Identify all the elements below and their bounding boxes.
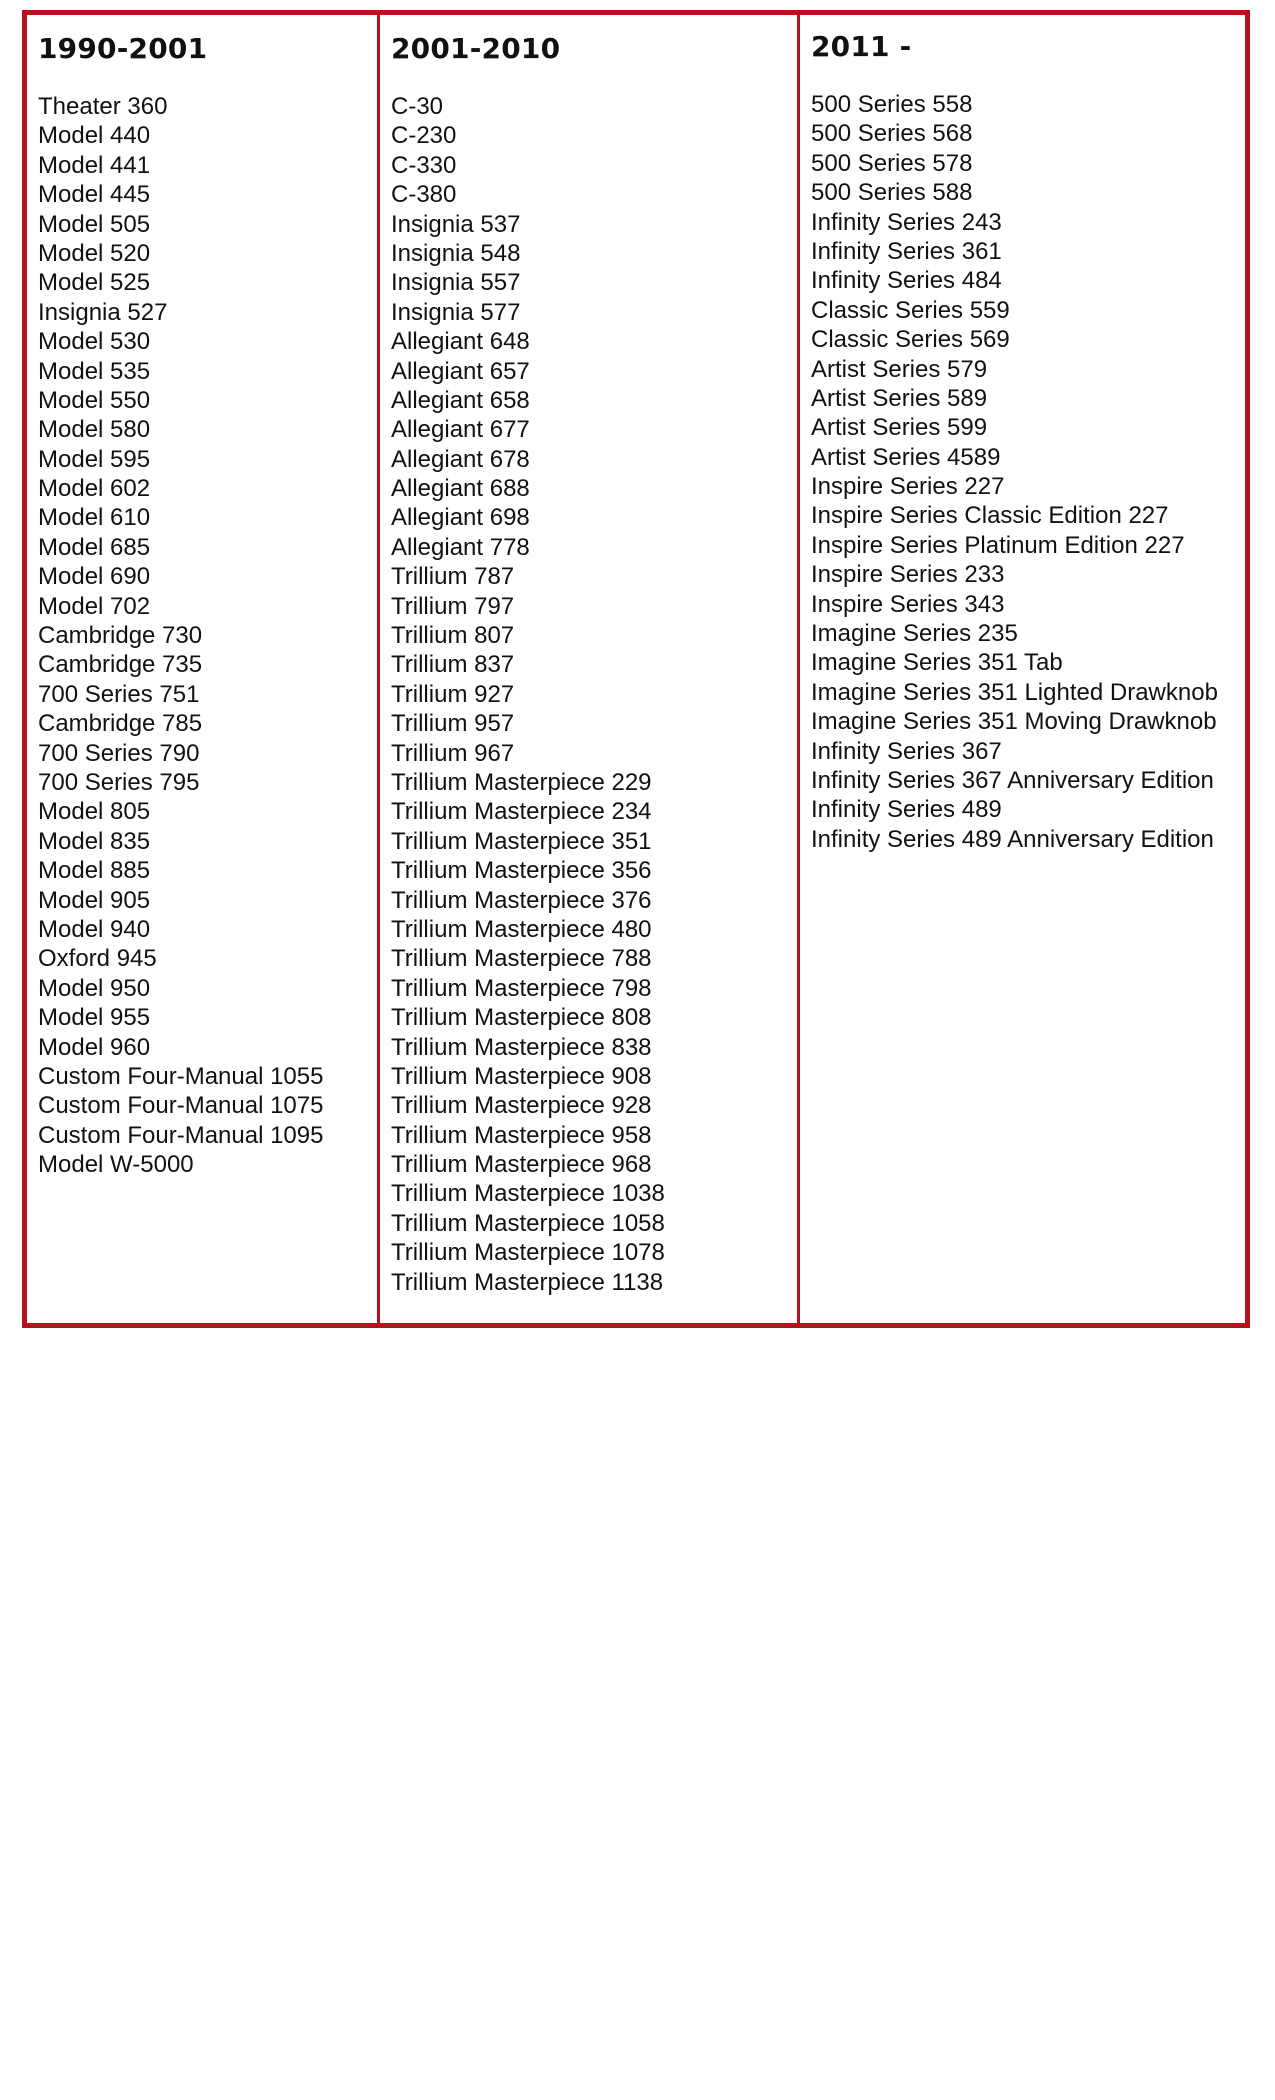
- model-list: [38, 92, 377, 1179]
- model-list-item: Trillium Masterpiece 798: [391, 974, 652, 1002]
- model-list-item: Model 535: [38, 357, 151, 385]
- model-list: [811, 90, 1245, 854]
- model-list-item: Insignia 557: [391, 269, 521, 297]
- model-list-item: Trillium Masterpiece 788: [391, 945, 652, 973]
- model-list-item: Infinity Series 484: [811, 267, 1002, 295]
- model-list-item: Model 595: [38, 445, 151, 473]
- model-list-item: 700 Series 751: [38, 680, 200, 708]
- model-list-item: Allegiant 698: [391, 504, 530, 532]
- model-list-item: Trillium 807: [391, 622, 515, 650]
- model-list-item: Trillium Masterpiece 908: [391, 1062, 652, 1090]
- model-list-item: Classic Series 569: [811, 326, 1010, 354]
- model-list-item: Trillium Masterpiece 376: [391, 886, 652, 914]
- model-list-item: C-330: [391, 151, 457, 179]
- model-list-item: Custom Four-Manual 1075: [38, 1092, 324, 1120]
- model-list-item: Inspire Series Classic Edition 227: [811, 502, 1169, 530]
- model-list-item: Trillium 797: [391, 592, 515, 620]
- model-list-item: Cambridge 735: [38, 651, 203, 679]
- model-list-item: Allegiant 678: [391, 445, 530, 473]
- model-list-item: Model 610: [38, 504, 151, 532]
- model-list-item: C-380: [391, 181, 457, 209]
- model-list-item: Trillium Masterpiece 928: [391, 1092, 652, 1120]
- model-list-item: 500 Series 568: [811, 120, 973, 148]
- model-list-item: Trillium Masterpiece 1058: [391, 1209, 665, 1237]
- model-list-item: Trillium Masterpiece 1078: [391, 1239, 665, 1267]
- model-list-item: Insignia 537: [391, 210, 521, 238]
- model-list-item: Trillium Masterpiece 1038: [391, 1180, 665, 1208]
- model-list-item: Trillium Masterpiece 968: [391, 1151, 652, 1179]
- model-list-item: Inspire Series 233: [811, 561, 1005, 589]
- model-list-item: Model 440: [38, 122, 151, 150]
- model-list-item: Infinity Series 361: [811, 237, 1002, 265]
- model-list-item: 500 Series 578: [811, 149, 973, 177]
- model-list-item: Trillium 957: [391, 710, 515, 738]
- model-list-item: Model 885: [38, 857, 151, 885]
- model-list-item: Allegiant 778: [391, 533, 530, 561]
- model-list-item: Trillium Masterpiece 356: [391, 857, 652, 885]
- model-list-item: Trillium Masterpiece 1138: [391, 1268, 664, 1296]
- model-list-item: Infinity Series 367: [811, 737, 1002, 765]
- model-list-item: Custom Four-Manual 1055: [38, 1062, 324, 1090]
- model-list-item: Trillium 837: [391, 651, 515, 679]
- model-list-item: Insignia 548: [391, 239, 521, 267]
- model-list-item: Model 950: [38, 974, 151, 1002]
- model-list: [391, 92, 797, 1297]
- model-list-item: Model 940: [38, 915, 151, 943]
- model-list-item: Trillium 967: [391, 739, 515, 767]
- model-list-item: Trillium Masterpiece 229: [391, 768, 652, 796]
- model-list-item: Classic Series 559: [811, 296, 1010, 324]
- model-list-item: Trillium 927: [391, 680, 515, 708]
- model-list-item: Trillium Masterpiece 838: [391, 1033, 652, 1061]
- model-list-item: C-30: [391, 93, 444, 120]
- model-list-item: Allegiant 648: [391, 328, 530, 356]
- model-list-item: Trillium Masterpiece 958: [391, 1121, 652, 1149]
- model-list-item: Oxford 945: [38, 945, 157, 973]
- model-list-item: Theater 360: [38, 93, 168, 120]
- column-2001-2010: [380, 15, 800, 1323]
- column-heading: 1990-2001: [38, 32, 208, 65]
- model-list-item: Model 805: [38, 798, 151, 826]
- model-list-item: Insignia 577: [391, 298, 521, 326]
- model-list-item: Imagine Series 235: [811, 620, 1018, 648]
- model-list-item: 500 Series 588: [811, 179, 973, 207]
- model-list-item: Allegiant 657: [391, 357, 530, 385]
- model-list-item: Model 955: [38, 1004, 151, 1032]
- model-list-item: Trillium 787: [391, 563, 515, 591]
- model-list-item: Infinity Series 367 Anniversary Edition: [811, 766, 1214, 794]
- column-heading: 2001-2010: [391, 32, 561, 65]
- model-list-item: Model 441: [38, 151, 151, 179]
- model-list-item: 700 Series 790: [38, 739, 200, 767]
- model-list-item: Inspire Series 227: [811, 473, 1005, 501]
- model-list-item: Infinity Series 243: [811, 208, 1002, 236]
- model-list-item: Model W-5000: [38, 1151, 194, 1179]
- model-list-item: Trillium Masterpiece 480: [391, 915, 652, 943]
- model-list-item: Model 445: [38, 181, 151, 209]
- model-list-item: C-230: [391, 122, 457, 150]
- model-timeline-table: [22, 10, 1250, 1328]
- model-list-item: Allegiant 677: [391, 416, 530, 444]
- model-list-item: Model 530: [38, 328, 151, 356]
- model-list-item: 700 Series 795: [38, 768, 200, 796]
- model-list-item: Model 685: [38, 533, 151, 561]
- model-list-item: Model 505: [38, 210, 151, 238]
- model-list-item: Cambridge 730: [38, 622, 203, 650]
- model-list-item: Model 520: [38, 239, 151, 267]
- model-list-item: Model 690: [38, 563, 151, 591]
- column-2011-onward: [800, 15, 1245, 1323]
- column-heading: 2011 -: [811, 30, 912, 63]
- model-list-item: Artist Series 4589: [811, 443, 1001, 471]
- model-list-item: Imagine Series 351 Tab: [811, 649, 1063, 677]
- model-list-item: Model 702: [38, 592, 151, 620]
- model-list-item: Model 960: [38, 1033, 151, 1061]
- model-list-item: Insignia 527: [38, 298, 168, 326]
- model-list-item: Cambridge 785: [38, 710, 203, 738]
- model-list-item: Model 602: [38, 475, 151, 503]
- column-1990-2001: [27, 15, 380, 1323]
- model-list-item: Infinity Series 489: [811, 796, 1002, 824]
- model-list-item: Inspire Series 343: [811, 590, 1005, 618]
- model-list-item: Model 580: [38, 416, 151, 444]
- model-list-item: Artist Series 589: [811, 384, 988, 412]
- model-list-item: Trillium Masterpiece 234: [391, 798, 652, 826]
- model-list-item: Model 905: [38, 886, 151, 914]
- model-list-item: Allegiant 688: [391, 475, 530, 503]
- model-list-item: Model 525: [38, 269, 151, 297]
- model-list-item: Artist Series 599: [811, 414, 988, 442]
- model-list-item: Trillium Masterpiece 808: [391, 1004, 652, 1032]
- model-list-item: Artist Series 579: [811, 355, 988, 383]
- model-list-item: Custom Four-Manual 1095: [38, 1121, 324, 1149]
- model-list-item: Imagine Series 351 Lighted Drawknob: [811, 678, 1218, 706]
- model-list-item: Model 550: [38, 386, 151, 414]
- model-list-item: 500 Series 558: [811, 91, 973, 118]
- model-list-item: Infinity Series 489 Anniversary Edition: [811, 825, 1214, 853]
- model-list-item: Inspire Series Platinum Edition 227: [811, 531, 1185, 559]
- model-list-item: Model 835: [38, 827, 151, 855]
- model-list-item: Allegiant 658: [391, 386, 530, 414]
- model-list-item: Trillium Masterpiece 351: [391, 827, 652, 855]
- model-list-item: Imagine Series 351 Moving Drawknob: [811, 708, 1217, 736]
